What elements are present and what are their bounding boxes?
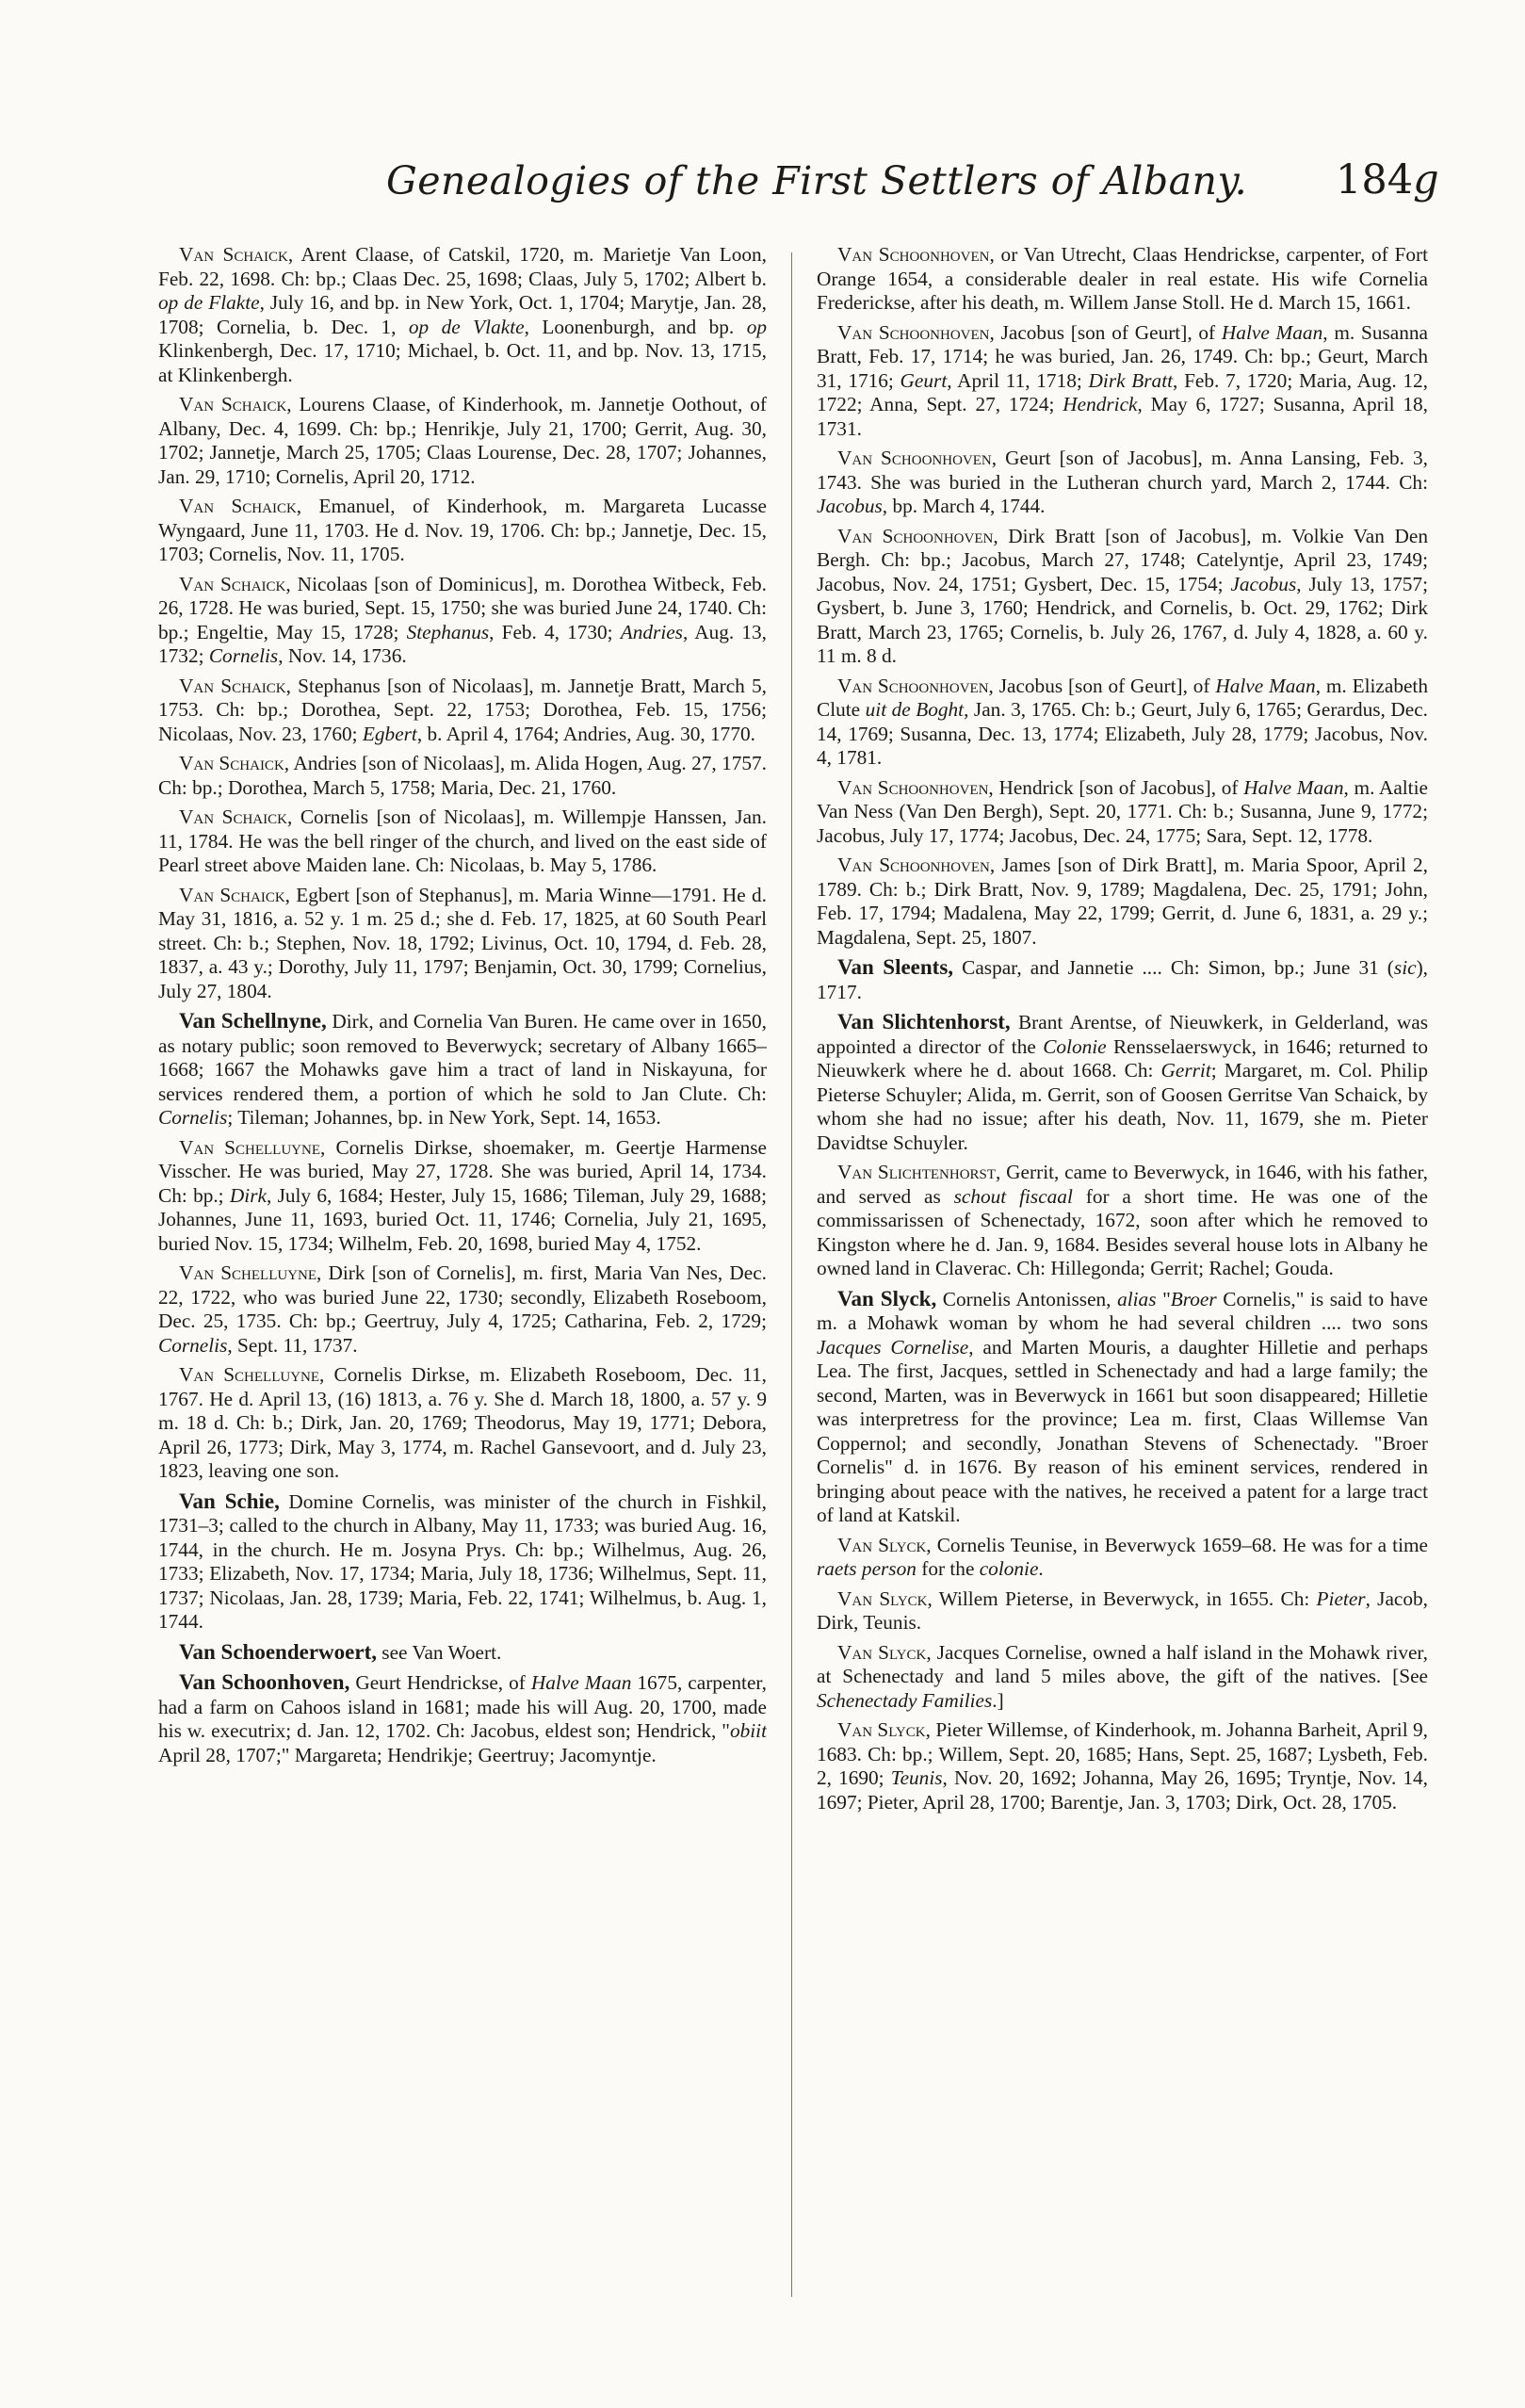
- genealogy-entry: [817, 1587, 1428, 1635]
- genealogy-entry: [817, 525, 1428, 669]
- genealogy-entry: [158, 393, 767, 489]
- entry-surname: Van Schoonhoven,: [837, 320, 995, 344]
- entry-surname: Van Schaick,: [179, 572, 291, 595]
- entry-text: James [son of Dirk Bratt], m. Maria Spoor, April 2, 1789. Ch: b.; Dirk Bratt, Nov. 9, 1789; Magdalena, Dec. 25, 1791; John, Feb. 17, 1794; Madalena, May 22, 1799; Gerrit, d. June 6, 1831, a. 29 y.; Magdalena, Sept. 25, 1807.: [817, 854, 1428, 949]
- genealogy-entry: [817, 854, 1428, 950]
- entry-surname: Van Schaick,: [179, 674, 291, 697]
- entry-surname: Van Schellnyne,: [179, 1009, 327, 1033]
- entry-text: Egbert [son of Stephanus], m. Maria Winne—1791. He d. May 31, 1816, a. 52 y. 1 m. 25 d.; she d. Feb. 17, 1825, at 60 South Pearl street. Ch: b.; Stephen, Nov. 18, 1792; Livinus, Oct. 10, 1794, d. Feb. 28, 1837, a. 43 y.; Dorothy, July 11, 1797; Benjamin, Oct. 30, 1799; Cornelius, July 27, 1804.: [158, 883, 767, 1002]
- entry-text: , Jan. 3, 1765. Ch: b.; Geurt, July 6, 1765; Gerardus, Dec. 14, 1769; Susanna, Dec. 13, 1774; Elizabeth, July 28, 1779; Jacobus, Nov. 4, 1781.: [817, 698, 1428, 769]
- entry-text: , and Marten Mouris, a daughter Hilletie and perhaps Lea. The first, Jacques, settled in Schenectady and had a large family; the second, Marten, was in Beverwyck in 1661 but soon disappeared; Hilletie was interpretress for the province; Lea m. first, Claas Willemse Van Coppernol; and secondly, Jonathan Stevens of Schenectady. "Broer Cornelis" d. in 1676. By reason of his eminent services, rendered in bringing about peace with the natives, he received a patent for a large tract of land at Katskil.: [817, 1335, 1428, 1526]
- genealogy-entry: [158, 1640, 767, 1666]
- entry-surname: Van Schoonhoven,: [837, 447, 998, 469]
- entry-text: for a short time. He was one of the commissarissen of Schenectady, 1672, soon after which he removed to Kingston where he d. Jan. 9, 1684. Besides several house lots in Albany he owned land in Claverac. Ch: Hillegonda; Gerrit; Rachel; Gouda.: [817, 1184, 1428, 1279]
- genealogy-entry: [817, 1287, 1428, 1528]
- entry-surname: Van Slichtenhorst,: [837, 1161, 1001, 1183]
- entry-text: Brant Arentse, of Nieuwkerk, in Gelderland, was appointed a director of the: [817, 1011, 1428, 1058]
- entry-text: , bp. March 4, 1744.: [882, 495, 1046, 517]
- entry-italic-text: Halve Maan: [1215, 674, 1316, 697]
- entry-text: Gerrit, came to Beverwyck, in 1646, with his father, and served as: [817, 1161, 1428, 1208]
- genealogy-entry: [158, 884, 767, 1004]
- entry-text: ; Margaret, m. Col. Philip Pieterse Schuyler; Alida, m. Gerrit, son of Goosen Gerritse Van Schaick, by whom she had no issue; after his death, Nov. 11, 1679, she m. Pieter Davidtse Schuyler.: [817, 1059, 1428, 1154]
- genealogy-entry: [158, 1670, 767, 1767]
- entry-italic-text: obiit: [729, 1719, 767, 1742]
- entry-italic-text: Teunis: [890, 1766, 943, 1789]
- genealogy-entry: [817, 675, 1428, 771]
- entry-text: Cornelis Teunise, in Beverwyck 1659–68. He was for a time: [931, 1533, 1428, 1556]
- entry-text: Jacques Cornelise, owned a half island in the Mohawk river, at Schenectady and land 5 miles above, the gift of the natives. [See: [817, 1640, 1428, 1687]
- entry-surname: Van Schelluyne,: [179, 1363, 325, 1386]
- entry-italic-text: Geurt: [900, 368, 948, 392]
- entry-text: Pieter Willemse, of Kinderhook, m. Johanna Barheit, April 9, 1683. Ch: bp.; Willem, Sept. 20, 1685; Hans, Sept. 25, 1687; Lysbeth, Feb. 2, 1690;: [817, 1718, 1428, 1789]
- genealogy-entry: [817, 1718, 1428, 1814]
- entry-italic-text: schout fiscaal: [953, 1184, 1073, 1208]
- entry-surname: Van Schoonhoven,: [837, 854, 996, 876]
- running-header-title: Genealogies of the First Settlers of Albany.: [386, 158, 1248, 203]
- entry-surname: Van Schaick,: [179, 805, 293, 828]
- entry-text: , Nov. 20, 1692; Johanna, May 26, 1695; Tryntje, Nov. 14, 1697; Pieter, April 28, 1700; Barentje, Jan. 3, 1703; Dirk, Oct. 28, 1705.: [817, 1766, 1428, 1814]
- entry-text: Willem Pieterse, in Beverwyck, in 1655. Ch:: [932, 1586, 1317, 1610]
- entry-italic-text: Cornelis: [208, 644, 279, 667]
- genealogy-entry: [158, 1363, 767, 1484]
- entry-text: ), 1717.: [817, 956, 1428, 1003]
- genealogy-entry: [158, 495, 767, 567]
- entry-text: Cornelis [son of Nicolaas], m. Willempje Hanssen, Jan. 11, 1784. He was the bell ringer of the church, and lived on the east side of Pearl street above Maiden lane. Ch: Nicolaas, b. May 5, 1786.: [158, 805, 767, 876]
- entry-surname: Van Schoonhoven,: [179, 1670, 350, 1694]
- entry-italic-text: Cornelis: [158, 1333, 228, 1357]
- entry-italic-text: Dirk: [229, 1183, 267, 1207]
- genealogy-entry: [817, 776, 1428, 849]
- entry-italic-text: Jacobus: [817, 495, 883, 517]
- entry-surname: Van Schaick,: [179, 495, 302, 517]
- entry-text: Cornelis Dirkse, m. Elizabeth Roseboom, Dec. 11, 1767. He d. April 13, (16) 1813, a. 76 y. She d. March 18, 1800, a. 57 y. 9 m. 18 d. Ch: b.; Dirk, Jan. 20, 1769; Theodorus, May 19, 1771; Debora, April 26, 1773; Dirk, May 3, 1774, m. Rachel Gansevoort, and d. July 23, 1823, leaving one son.: [158, 1363, 767, 1482]
- genealogy-entry: [817, 1641, 1428, 1714]
- page-number-digits: 184: [1336, 156, 1414, 203]
- entry-text: .: [1038, 1557, 1044, 1580]
- genealogy-entry: [158, 1136, 767, 1257]
- entry-text: Nicolaas [son of Dominicus], m. Dorothea Witbeck, Feb. 26, 1728. He was buried, Sept. 15, 1750; she was buried June 24, 1740. Ch: bp.; Engeltie, May 15, 1728;: [158, 572, 767, 643]
- entry-text: Dirk, and Cornelia Van Buren. He came over in 1650, as notary public; soon removed to Beverwyck; secretary of Albany 1665–1668; 1667 the Mohawks gave him a tract of land in Niskayuna, for services rendered them, a portion of which he sold to Jan Clute. Ch:: [158, 1010, 767, 1105]
- genealogy-entry: [817, 447, 1428, 519]
- entry-text: Lourens Claase, of Kinderhook, m. Jannetje Oothout, of Albany, Dec. 4, 1699. Ch: bp.; Henrikje, July 21, 1700; Gerrit, Aug. 30, 1702; Jannetje, March 25, 1705; Claas Lourense, Dec. 28, 1707; Johannes, Jan. 29, 1710; Cornelis, April 20, 1712.: [158, 393, 767, 488]
- genealogy-entry: [158, 805, 767, 878]
- entry-text: for the: [916, 1557, 980, 1580]
- entry-surname: Van Schaick,: [179, 243, 294, 266]
- entry-text: , m. Susanna Bratt, Feb. 17, 1714; he was buried, Jan. 26, 1749. Ch: bp.; Geurt, March 31, 1716;: [817, 320, 1428, 392]
- column-divider: [791, 252, 792, 2297]
- entry-italic-text: Pieter: [1316, 1586, 1366, 1610]
- entry-text: or Van Utrecht, Claas Hendrickse, carpenter, of Fort Orange 1654, a considerable dealer in real estate. His wife Cornelia Fredericksе, after his death, m. Willem Janse Stoll. He d. March 15, 1661.: [817, 243, 1428, 314]
- genealogy-entry: [817, 955, 1428, 1004]
- entry-italic-text: Halve Maan: [1243, 775, 1344, 799]
- entry-text: , Nov. 14, 1736.: [278, 644, 407, 667]
- entry-text: Geurt Hendrickse, of: [349, 1671, 531, 1694]
- entry-italic-text: alias: [1117, 1287, 1157, 1310]
- entry-text: , Sept. 11, 1737.: [227, 1333, 358, 1357]
- entry-surname: Van Schaick,: [179, 393, 292, 415]
- entry-italic-text: op de Vlakte: [408, 315, 525, 338]
- entry-surname: Van Schoonhoven,: [837, 243, 995, 266]
- page-number-suffix: g: [1413, 156, 1439, 203]
- entry-text: , b. April 4, 1764; Andries, Aug. 30, 1770.: [416, 722, 755, 745]
- genealogy-entry: [158, 573, 767, 669]
- entry-italic-text: Cornelis: [158, 1106, 228, 1129]
- entry-text: , Loonenburgh, and bp.: [524, 315, 747, 338]
- genealogy-entry: [817, 1161, 1428, 1281]
- entry-italic-text: op: [746, 315, 767, 338]
- entry-italic-text: op de Flakte: [158, 291, 260, 314]
- entry-text: Andries [son of Nicolaas], m. Alida Hogen, Aug. 27, 1757. Ch: bp.; Dorothea, March 5, 1758; Maria, Dec. 21, 1760.: [158, 752, 767, 799]
- entry-italic-text: Broer: [1170, 1287, 1217, 1310]
- entry-italic-text: Jacques Cornelise: [817, 1335, 969, 1359]
- entry-text: Emanuel, of Kinderhook, m. Margareta Lucasse Wyngaard, June 11, 1703. He d. Nov. 19, 1706. Ch: bp.; Jannetje, Dec. 15, 1703; Cornelis, Nov. 11, 1705.: [158, 495, 767, 565]
- entry-text: Cornelis Antonissen,: [936, 1287, 1118, 1310]
- genealogy-entry: [817, 243, 1428, 316]
- entry-text: Dirk Bratt [son of Jacobus], m. Volkie Van Den Bergh. Ch: bp.; Jacobus, March 27, 1748; Catelyntje, April 23, 1749; Jacobus, Nov. 24, 1751; Gysbert, Dec. 15, 1754;: [817, 524, 1428, 595]
- entry-text: , m. Elizabeth Clute: [817, 674, 1428, 721]
- entry-surname: Van Slyck,: [837, 1586, 933, 1610]
- entry-surname: Van Schie,: [179, 1489, 280, 1513]
- entry-italic-text: Halve Maan: [1221, 320, 1323, 344]
- entry-surname: Van Schoenderwoert,: [179, 1639, 377, 1664]
- entry-italic-text: Stephanus: [406, 620, 490, 643]
- entry-italic-text: Halve Maan: [530, 1671, 632, 1694]
- entry-italic-text: Schenectady Families: [817, 1688, 993, 1712]
- genealogy-entry: [158, 1009, 767, 1131]
- genealogy-entry: [817, 1010, 1428, 1155]
- entry-text: Rensselaerswyck, in 1646; returned to Nieuwkerk where he d. about 1668. Ch:: [817, 1034, 1428, 1082]
- entry-text: Jacobus [son of Geurt], of: [993, 674, 1216, 697]
- entry-surname: Van Schoonhoven,: [837, 674, 994, 697]
- entry-text: Dirk [son of Cornelis], m. first, Maria Van Nes, Dec. 22, 1722, who was buried June 22, 1730; secondly, Elizabeth Roseboom, Dec. 25, 1735. Ch: bp.; Geertruy, July 4, 1725; Catharina, Feb. 2, 1729;: [158, 1261, 767, 1332]
- genealogy-entry: [817, 1534, 1428, 1582]
- page-number: [1336, 156, 1439, 203]
- entry-text: Jacobus [son of Geurt], of: [994, 320, 1222, 344]
- left-column: [158, 243, 767, 2353]
- entry-text: see Van Woert.: [376, 1640, 502, 1664]
- entry-text: ; Tileman; Johannes, bp. in New York, Sept. 14, 1653.: [227, 1106, 661, 1129]
- entry-text: , m. Aaltie Van Ness (Van Den Bergh), Sept. 20, 1771. Ch: b.; Susanna, June 9, 1772; Jacobus, July 17, 1774; Jacobus, Dec. 24, 1775; Sara, Sept. 12, 1778.: [817, 775, 1428, 847]
- entry-italic-text: Hendrick: [1063, 393, 1138, 415]
- entry-italic-text: Gerrit: [1160, 1059, 1211, 1082]
- entry-text: , April 11, 1718;: [947, 368, 1089, 392]
- entry-italic-text: Andries: [620, 620, 683, 643]
- entry-italic-text: uit de Boght: [865, 698, 965, 721]
- entry-italic-text: Egbert: [362, 722, 417, 745]
- entry-text: ": [1156, 1287, 1171, 1310]
- entry-surname: Van Slichtenhorst,: [837, 1010, 1011, 1033]
- entry-text: Geurt [son of Jacobus], m. Anna Lansing, Feb. 3, 1743. She was buried in the Lutheran church yard, March 2, 1744. Ch:: [817, 447, 1428, 494]
- genealogy-entry: [158, 243, 767, 387]
- entry-text: Cornelis," is said to have m. a Mohawk woman by whom he had several children .... two sons: [817, 1287, 1428, 1334]
- entry-text: , May 6, 1727; Susanna, April 18, 1731.: [817, 393, 1428, 440]
- entry-surname: Van Slyck,: [837, 1286, 937, 1310]
- entry-surname: Van Schoonhoven,: [837, 524, 998, 547]
- entry-text: April 28, 1707;" Margareta; Hendrikje; Geertruy; Jacomyntje.: [158, 1743, 657, 1766]
- entry-italic-text: sic: [1393, 956, 1417, 979]
- entry-surname: Van Schelluyne,: [179, 1261, 322, 1284]
- genealogy-entry: [817, 321, 1428, 442]
- entry-text: , Feb. 4, 1730;: [489, 620, 621, 643]
- entry-text: .]: [992, 1688, 1004, 1712]
- entry-surname: Van Schaick,: [179, 883, 290, 906]
- entry-surname: Van Slyck,: [837, 1718, 931, 1741]
- entry-text: Cornelis Dirkse, shoemaker, m. Geertje Harmense Visscher. He was buried, May 27, 1728. She was buried, April 14, 1734. Ch: bp.;: [158, 1135, 767, 1207]
- entry-surname: Van Schoonhoven,: [837, 775, 994, 799]
- genealogy-entry: [158, 675, 767, 747]
- entry-italic-text: Colonie: [1043, 1034, 1107, 1058]
- entry-italic-text: raets person: [817, 1557, 917, 1580]
- genealogy-entry: [158, 1489, 767, 1635]
- entry-text: Stephanus [son of Nicolaas], m. Jannetje Bratt, March 5, 1753. Ch: bp.; Dorothea, Sept. 22, 1753; Dorothea, Feb. 15, 1756; Nicolaas, Nov. 23, 1760;: [158, 674, 767, 745]
- entry-surname: Van Sleents,: [837, 955, 954, 979]
- entry-text: Hendrick [son of Jacobus], of: [993, 775, 1244, 799]
- entry-text: , Jacob, Dirk, Teunis.: [817, 1586, 1428, 1634]
- entry-surname: Van Schaick,: [179, 752, 290, 774]
- entry-italic-text: Dirk Bratt: [1088, 368, 1174, 392]
- right-column: [817, 243, 1428, 2353]
- genealogy-entry: [158, 752, 767, 800]
- entry-text: 1675, carpenter, had a farm on Cahoos island in 1681; made his will Aug. 20, 1700, made his w. executrix; d. Jan. 12, 1702. Ch: Jacobus, eldest son; Hendrick, ": [158, 1671, 767, 1742]
- entry-text: , July 13, 1757; Gysbert, b. June 3, 1760; Hendrick, and Cornelis, b. Oct. 29, 1762; Dirk Bratt, March 23, 1765; Cornelis, b. July 26, 1767, d. July 4, 1828, a. 60 y. 11 m. 8 d.: [817, 572, 1428, 667]
- entry-surname: Van Slyck,: [837, 1640, 932, 1664]
- entry-text: Arent Claase, of Catskil, 1720, m. Marietje Van Loon, Feb. 22, 1698. Ch: bp.; Claas Dec. 25, 1698; Claas, July 5, 1702; Albert b.: [158, 243, 767, 290]
- entry-text: , July 16, and bp. in New York, Oct. 1, 1704; Marytje, Jan. 28, 1708; Cornelia, b. Dec. 1,: [158, 291, 767, 338]
- entry-text: Klinkenbergh, Dec. 17, 1710; Michael, b. Oct. 11, and bp. Nov. 13, 1715, at Klinkenbergh.: [158, 339, 767, 386]
- entry-text: Domine Cornelis, was minister of the church in Fishkil, 1731–3; called to the church in Albany, May 11, 1733; was buried Aug. 16, 1744, in the church. He m. Josyna Prys. Ch: bp.; Wilhelmus, Aug. 26, 1733; Elizabeth, Nov. 17, 1734; Maria, July 18, 1736; Wilhelmus, Sept. 11, 1737; Nicolaas, Jan. 28, 1739; Maria, Feb. 22, 1741; Wilhelmus, b. Aug. 1, 1744.: [158, 1489, 767, 1633]
- entry-text: , July 6, 1684; Hester, July 15, 1686; Tileman, July 29, 1688; Johannes, June 11, 1693, buried Oct. 11, 1746; Cornelia, July 21, 1695, buried Nov. 15, 1734; Wilhelm, Feb. 20, 1698, buried May 4, 1752.: [158, 1183, 767, 1255]
- entry-surname: Van Slyck,: [837, 1533, 932, 1556]
- entry-text: Caspar, and Jannetie .... Ch: Simon, bp.; June 31 (: [953, 956, 1394, 979]
- entry-text: , Aug. 13, 1732;: [158, 620, 767, 667]
- entry-text: , Feb. 7, 1720; Maria, Aug. 12, 1722; Anna, Sept. 27, 1724;: [817, 368, 1428, 415]
- entry-surname: Van Schelluyne,: [179, 1135, 326, 1159]
- entry-italic-text: Jacobus: [1230, 572, 1297, 595]
- genealogy-entry: [158, 1261, 767, 1358]
- entry-italic-text: colonie: [979, 1557, 1039, 1580]
